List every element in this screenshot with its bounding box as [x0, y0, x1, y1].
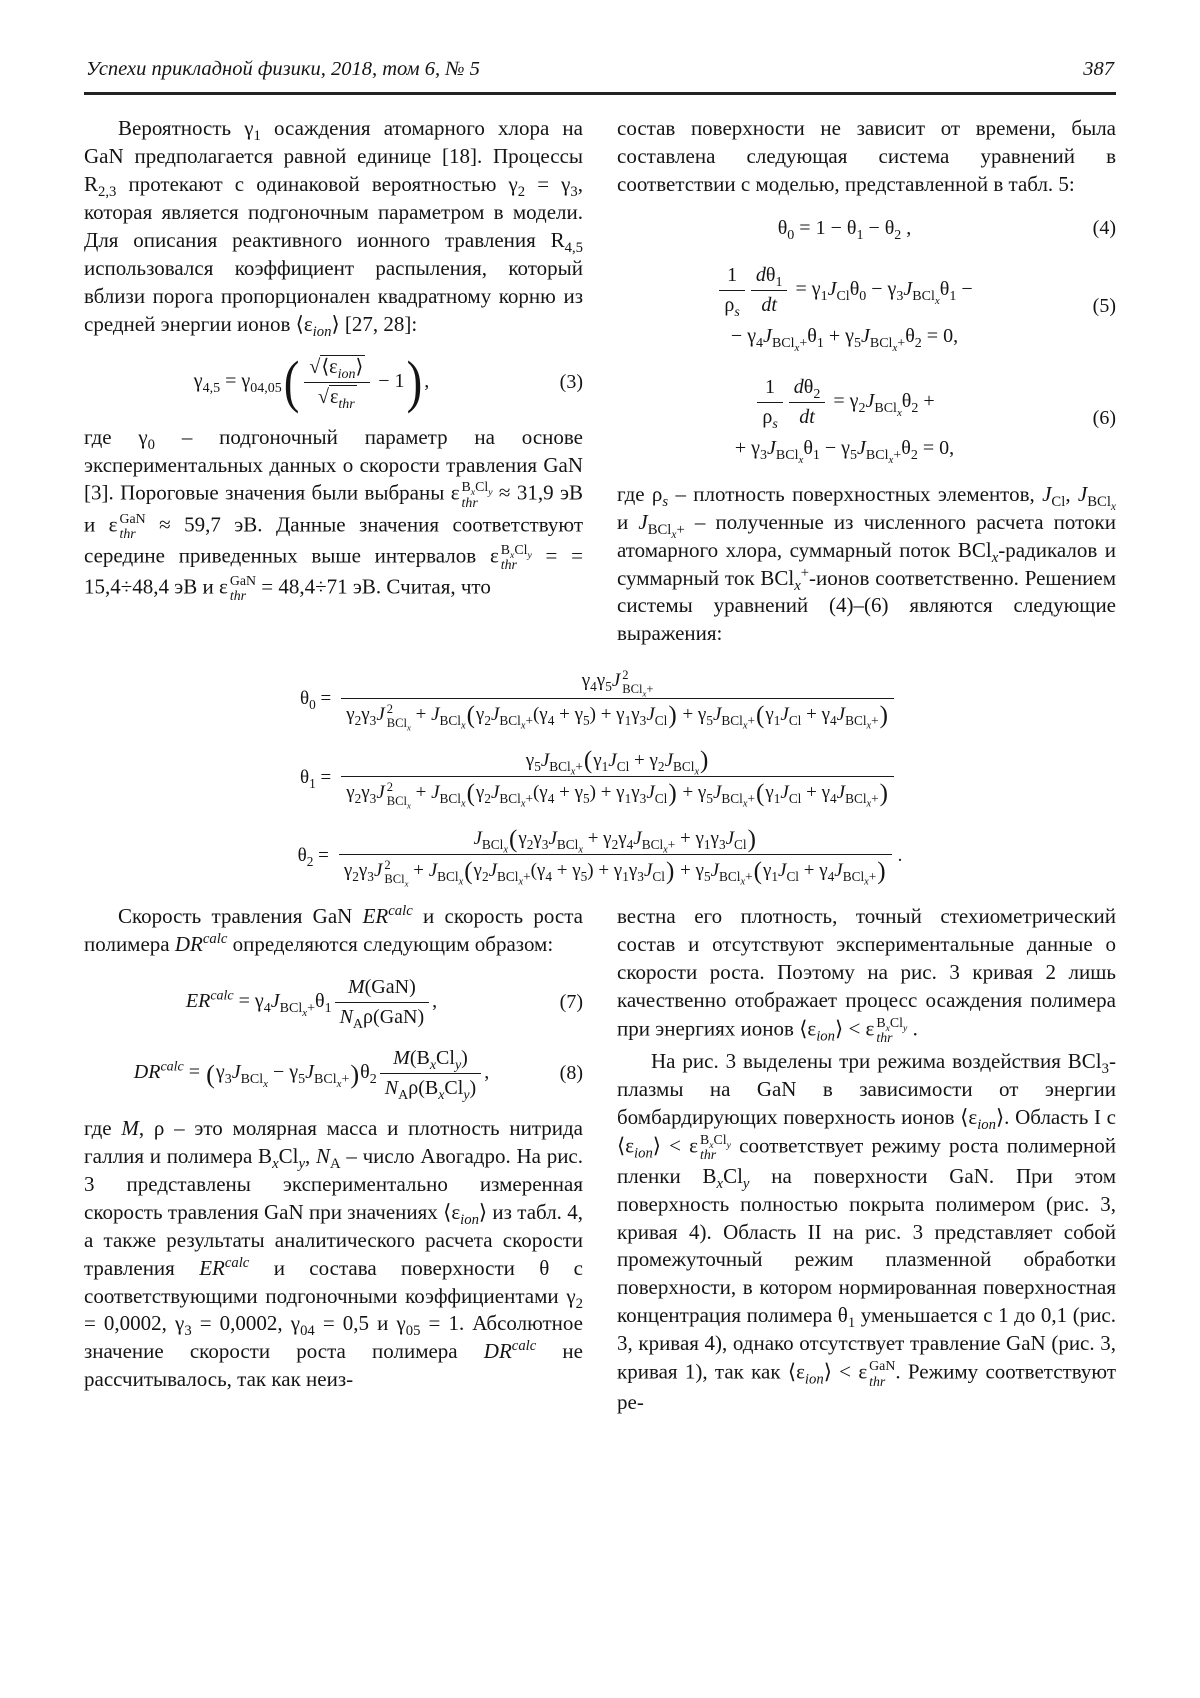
equation-4-number: (4)	[1092, 217, 1116, 240]
equation-3-number: (3)	[559, 370, 583, 393]
equation-6-body	[617, 370, 1072, 467]
paragraph-molar-mass: где M, ρ – это молярная масса и плотность нитрида галлия и полимера $B_xCl_y$, $N_A$ – число Авогадро. На рис. 3 представлены экспериментально измеренная скорость травления GaN при значениях $⟨\varepsilon_{ion}⟩$ из табл. 4, а также результаты аналитического расчета скорости травления $ER^{calc}$ и состава поверхности θ с соответствующими подгоночными коэффициентами $\gamma_2 = 0,0002$, $\gamma_3 = 0,0002$, $\gamma_{04} = 0,5$ и $\gamma_{05} = 1$. Абсолютное значение скорости роста полимера $DR^{calc}$ не рассчитывалось, так как неиз-	[84, 1116, 584, 1392]
equation-theta1-lhs: $\theta_1$ =	[299, 766, 332, 791]
equation-theta1-denominator: $\gamma_2\gamma_3J$ 2 BCl$_x$ + $J_{BCl_x}(\gamma_2J_{BCl_x+}(\gamma_4 + \gamma_5) + \gamma_1\gamma_3J_{Cl}) + \gamma_5J_{BCl_x+}(\gamma_1J_{Cl} + \gamma_4J_{BCl_x+})$	[346, 779, 889, 811]
equation-5-body	[617, 258, 1072, 355]
equation-6-number: (6)	[1092, 407, 1116, 430]
equation-theta2-fraction	[339, 825, 892, 889]
paragraph-density-unknown: вестна его плотность, точный стехиометрический состав и отсутствуют экспериментальные данные о скорости роста. Поэтому на рис. 3 кривая 2 лишь качественно отображает процесс осаждения полимера при энергиях ионов $⟨\varepsilon_{ion}⟩ < \varepsilon$ $B_xCl_y$ thr .	[617, 904, 1116, 1046]
theta-equations-block	[84, 667, 1116, 889]
equation-theta2	[84, 825, 1116, 889]
equation-theta2-numerator: $J_{BCl_x}(\gamma_2\gamma_3J_{BCl_x} + \gamma_2\gamma_4J_{BCl_x+} + \gamma_1\gamma_3J_{Cl})$	[339, 825, 892, 856]
top-columns	[84, 115, 1116, 650]
equation-theta1-numerator: $\gamma_5J_{BCl_x+}(\gamma_1J_{Cl} + \gamma_2J_{BCl_x})$	[341, 747, 894, 778]
equation-6-line1: $\frac{1}{\rho_s}$ $\frac{d\theta_2}{dt}$ = $\gamma_2J_{BCl_x}\theta_2$ +	[617, 375, 1072, 430]
equation-theta1	[84, 747, 1116, 811]
equation-7-number: (7)	[559, 991, 583, 1014]
equation-5-line1: $\frac{1}{\rho_s}$ $\frac{d\theta_1}{dt}$ = $\gamma_1J_{Cl}\theta_0 - \gamma_3J_{BCl_x}\theta_1$ −	[617, 263, 1072, 318]
equation-theta0-lhs: $\theta_0$ =	[299, 687, 332, 712]
equation-theta0-denominator: $\gamma_2\gamma_3J$ 2 BCl$_x$ + $J_{BCl_x}(\gamma_2J_{BCl_x+}(\gamma_4 + \gamma_5) + \gamma_1\gamma_3J_{Cl}) + \gamma_5J_{BCl_x+}(\gamma_1J_{Cl} + \gamma_4J_{BCl_x+})$	[346, 701, 889, 733]
equation-5-number: (5)	[1092, 294, 1116, 317]
paragraph-rates-intro: Скорость травления GaN $ER^{calc}$ и скорость роста полимера $DR^{calc}$ определяются следующим образом:	[84, 903, 583, 957]
equation-4	[617, 215, 1116, 242]
page-number: 387	[1083, 58, 1114, 80]
journal-header	[84, 56, 1116, 92]
equation-7	[84, 975, 583, 1033]
equation-8-number: (8)	[559, 1062, 583, 1085]
header-rule	[84, 92, 1116, 95]
equation-theta2-lhs: $\theta_2$ =	[297, 844, 329, 869]
equation-theta0	[84, 667, 1116, 733]
equation-8	[84, 1046, 583, 1104]
bottom-columns	[84, 903, 1116, 1419]
equation-theta2-denominator: $\gamma_2\gamma_3J$ 2 BCl$_x$ + $J_{BCl_x}(\gamma_2J_{BCl_x+}(\gamma_4 + \gamma_5) + \gamma_1\gamma_3J_{Cl}) + \gamma_5J_{BCl_x+}(\gamma_1J_{Cl} + \gamma_4J_{BCl_x+})$	[343, 858, 886, 889]
equation-theta0-numerator: $\gamma_4\gamma_5J$ 2 BCl$_x$+	[341, 667, 894, 699]
equation-5-line2: − $\gamma_4J_{BCl_x+}\theta_1 + \gamma_5J_{BCl_x+}\theta_2 = 0$,	[730, 324, 959, 354]
equation-3	[84, 349, 583, 415]
right-column-bottom	[617, 903, 1116, 1419]
paragraph-equation-system-intro: состав поверхности не зависит от времени, была составлена следующая система уравнений в соответствии с моделью, представленной в табл. 5:	[617, 116, 1116, 197]
paragraph-flux-definitions: где $\rho_s$ – плотность поверхностных элементов, $J_{Cl}$, $J_{BCl_x}$ и $J_{BCl_x+}$ – полученные из численного расчета потоки атомарного хлора, суммарный поток BCl$_x$-радикалов и суммарный ток BCl$_x$+-ионов соответственно. Решением системы уравнений (4)–(6) являются следующие выражения:	[617, 481, 1117, 646]
equation-6-line2: + $\gamma_3J_{BCl_x}\theta_1 - \gamma_5J_{BCl_x+}\theta_2 = 0$,	[734, 437, 955, 466]
equation-7-body: $ER^{calc} = \gamma_4J_{BCl_x+}\theta_1$ $\frac{\text{M(GaN)}}{N_A\rho(GaN)}$ ,	[185, 976, 438, 1033]
equation-5	[617, 258, 1116, 355]
left-column-bottom	[84, 903, 583, 1419]
equation-8-body: $DR^{calc} = (\gamma_3J_{BCl_x} - \gamma_5J_{BCl_x+})\theta_2$ $\frac{M(B_xCl_y)}{N_A\rho(B_xCl_y)}$ ,	[133, 1047, 490, 1104]
equation-6	[617, 370, 1116, 467]
paragraph-thresholds: где $\gamma_0$ – подгоночный параметр на основе экспериментальных данных о скорости травления GaN [3]. Пороговые значения были выбраны ε $B_xCl_y$ thr ≈ 31,9 эВ и ε GaN thr ≈ 59,7 эВ. Данные значения соответствуют середине приведенных выше интервалов ε $B_xCl_y$ thr = = 15,4÷48,4 эВ и ε GaN thr = 48,4÷71 эВ. Считая, что	[84, 424, 584, 604]
paragraph-probability: Вероятность $\gamma_1$ осаждения атомарного хлора на GaN предполагается равной единице [18]. Процессы $R_{2,3}$ протекают с одинаковой вероятностью $\gamma_2 = \gamma_3$, которая является подгоночным параметром в модели. Для описания реактивного ионного травления $R_{4,5}$ использовался коэффициент распыления, который вблизи порога пропорционален квадратному корню из средней энергии ионов $⟨\varepsilon_{ion}⟩$ [27, 28]:	[84, 116, 584, 340]
equation-theta0-fraction	[341, 667, 894, 733]
equation-theta1-fraction	[341, 747, 894, 811]
right-column-top	[617, 115, 1116, 650]
paragraph-three-regimes: На рис. 3 выделены три режима воздействия BCl$_3$-плазмы на GaN в зависимости от энергии бомбардирующих поверхность ионов $⟨\varepsilon_{ion}⟩$. Область I с $⟨\varepsilon_{ion}⟩ < \varepsilon$ $B_xCl_y$ thr соответствует режиму роста полимерной пленки $B_xCl_y$ на поверхности GaN. При этом поверхность полностью покрыта полимером (рис. 3, кривая 4). Область II на рис. 3 представляет собой промежуточный режим плазменной обработки поверхности, в котором нормированная поверхностная концентрация полимера $\theta_1$ уменьшается с 1 до 0,1 (рис. 3, кривая 4), однако отсутствует травление GaN (рис. 3, кривая 1), так как $⟨\varepsilon_{ion}⟩ < \varepsilon$ GaN thr . Режиму соответствуют ре-	[617, 1048, 1117, 1415]
journal-title: Успехи прикладной физики, 2018, том 6, № 5	[86, 58, 480, 80]
equation-theta2-tail: .	[897, 844, 903, 866]
equation-3-body: $\gamma_{4,5} = \gamma_{04,05}$( $\frac{√⟨\varepsilon_{ion}⟩}{√\varepsilon_{thr}}$ − 1) ,	[193, 349, 430, 415]
equation-4-body: $\theta_0 = 1 - \theta_1 - \theta_2$ ,	[777, 217, 912, 244]
left-column-top	[84, 115, 583, 650]
